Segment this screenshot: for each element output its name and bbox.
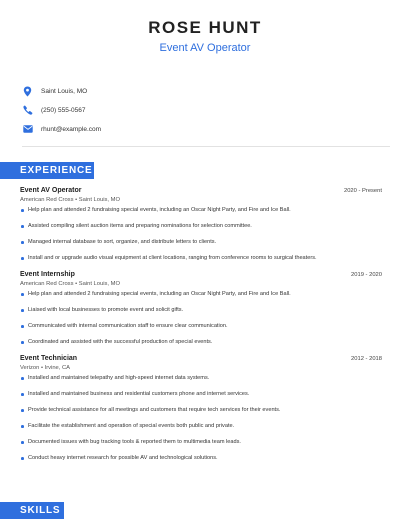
contact-phone-text: (250) 555-0567 <box>41 106 86 114</box>
job-employer-location: Verizon • Irvine, CA <box>20 365 71 371</box>
job-bullet: Managed internal database to sort, organize, and distribute letters to clients. <box>20 239 382 246</box>
job-bullet: Assisted compiling silent auction items and preparing nominations for selection committee. <box>20 223 382 230</box>
resume-header <box>0 18 410 54</box>
job-bullet: Communicated with internal communication staff to ensure clear communication. <box>20 323 382 330</box>
location-pin-icon <box>22 86 33 97</box>
job-bullet: Liaised with local businesses to promote event and solicit gifts. <box>20 307 382 314</box>
skills-heading: SKILLS <box>0 502 64 519</box>
job-bullet: Install and or upgrade audio visual equipment at client locations, ranging from conference rooms to surgical theaters. <box>20 255 382 262</box>
job-title: Event Internship <box>20 271 75 278</box>
candidate-title: Event AV Operator <box>159 42 251 54</box>
contact-location-text: Saint Louis, MO <box>41 87 88 95</box>
job-date: 2020 - Present <box>343 188 382 194</box>
experience-list <box>20 187 382 471</box>
job-employer-location: American Red Cross • Saint Louis, MO <box>20 281 120 287</box>
job-title: Event AV Operator <box>20 187 82 194</box>
job-bullet: Documented issues with bug tracking tools & reported them to multimedia team leads. <box>20 439 382 446</box>
contact-phone <box>22 101 101 119</box>
job-entry <box>20 355 382 462</box>
job-title: Event Technician <box>20 355 78 362</box>
job-bullet: Provide technical assistance for all meetings and customers that require tech services for their events. <box>20 407 382 414</box>
contact-email <box>22 120 101 138</box>
job-bullet: Installed and maintained business and residential customers phone and internet services. <box>20 391 382 398</box>
job-bullet: Coordinated and assisted with the successful production of special events. <box>20 339 382 346</box>
email-icon <box>22 124 33 135</box>
job-bullet: Conduct heavy internet research for possible AV and technological solutions. <box>20 455 382 462</box>
job-employer-location: American Red Cross • Saint Louis, MO <box>20 197 120 203</box>
experience-heading: EXPERIENCE <box>0 162 94 179</box>
job-bullet: Installed and maintained telepathy and high-speed internet data systems. <box>20 375 382 382</box>
job-date: 2012 - 2018 <box>351 356 382 362</box>
section-divider <box>22 146 390 147</box>
job-bullet: Help plan and attended 2 fundraising special events, including an Oscar Night Party, and Fire and Ice Ball. <box>20 291 382 298</box>
job-bullet: Help plan and attended 2 fundraising special events, including an Oscar Night Party, and Fire and Ice Ball. <box>20 207 382 214</box>
job-entry <box>20 271 382 346</box>
candidate-name: ROSE HUNT <box>148 18 262 37</box>
contact-email-text: rhunt@example.com <box>41 125 102 133</box>
job-date: 2019 - 2020 <box>351 272 382 278</box>
contact-location <box>22 82 101 100</box>
contact-list <box>22 82 101 139</box>
phone-icon <box>22 105 33 116</box>
job-entry <box>20 187 382 262</box>
job-bullet: Facilitate the establishment and operation of special events both public and private. <box>20 423 382 430</box>
